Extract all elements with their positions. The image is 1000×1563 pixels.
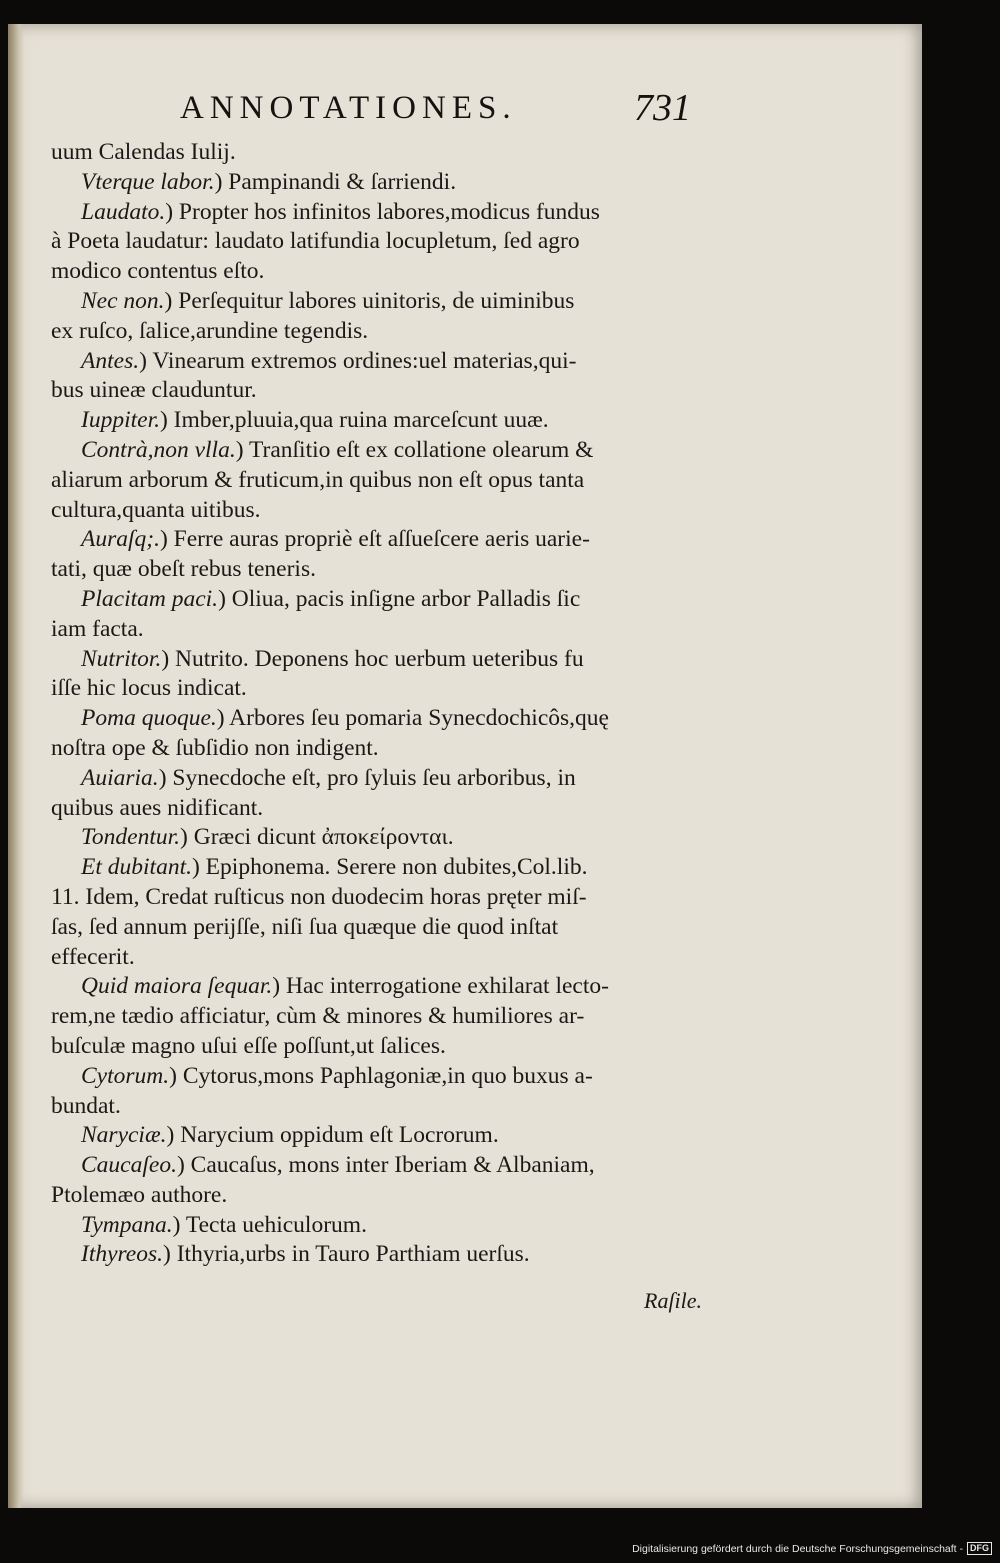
line-text: ) Pampinandi & ſarriendi. — [214, 168, 457, 195]
footer-credit-text: Digitalisierung gefördert durch die Deutsche Forschungsgemeinschaft - — [632, 1542, 963, 1555]
text-line — [51, 1181, 716, 1211]
lemma: Antes. — [81, 347, 140, 374]
text-line — [51, 943, 716, 973]
lemma: Contrà,non vlla. — [81, 436, 236, 463]
text-line — [51, 406, 716, 436]
line-text: ) Propter hos infinitos labores,modicus fundus — [165, 198, 600, 225]
page-gutter-shadow — [8, 24, 24, 1508]
lemma: Auiaria. — [81, 764, 159, 791]
line-text: ) Synecdoche eſt, pro ſyluis ſeu arboribus, in — [158, 764, 576, 791]
line-text: Ptolemæo authore. — [51, 1181, 228, 1208]
line-text: bus uineæ clauduntur. — [51, 377, 257, 404]
line-text: aliarum arborum & fruticum,in quibus non eſt opus tanta — [51, 466, 585, 493]
lemma: Cytorum. — [81, 1062, 170, 1089]
catchword: Raſile. — [644, 1288, 703, 1313]
lemma: Nutritor. — [81, 645, 162, 672]
line-text: 11. Idem, Credat ruſticus non duodecim horas pręter miſ- — [51, 883, 587, 910]
line-text: ) Ferre auras propriè eſt aſſueſcere aeris uarie- — [159, 526, 590, 553]
text-line — [51, 1002, 716, 1032]
line-text: ) Perſequitur labores uinitoris, de uiminibus — [164, 287, 575, 314]
line-text: uum Calendas Iulij. — [51, 139, 236, 165]
line-text: ) Nutrito. Deponens hoc uerbum ueteribus fu — [161, 645, 584, 672]
text-line — [51, 823, 716, 853]
line-text: buſculæ magno uſui eſſe poſſunt,ut ſalices. — [51, 1032, 446, 1059]
annotation-text-block — [51, 138, 716, 1270]
text-line — [51, 1240, 716, 1270]
lemma: Iuppiter. — [81, 407, 160, 434]
dfg-logo-icon: DFG — [967, 1542, 992, 1555]
line-text: ) Oliua, pacis inſigne arbor Palladis ſic — [218, 585, 581, 612]
digitization-footer — [632, 1542, 992, 1555]
lemma: Et dubitant. — [81, 854, 192, 881]
line-text: iam facta. — [51, 615, 144, 642]
text-line — [51, 1211, 716, 1241]
text-line — [51, 555, 716, 585]
line-text: noſtra ope & ſubſidio non indigent. — [51, 734, 379, 761]
line-text: ) Hac interrogatione exhilarat lecto- — [272, 973, 609, 1000]
lemma: Vterque labor. — [81, 168, 215, 195]
text-line — [51, 615, 716, 645]
line-text: ) Græci dicunt ἀποκείρονται. — [180, 824, 454, 851]
line-text: ) Epiphonema. Serere non dubites,Col.lib. — [191, 854, 588, 881]
line-text: tati, quæ obeſt rebus teneris. — [51, 556, 316, 583]
line-text: ) Caucaſus, mons inter Iberiam & Albaniam, — [176, 1152, 595, 1179]
text-line — [51, 1151, 716, 1181]
lemma: Ithyreos. — [81, 1241, 164, 1268]
lemma: Nec non. — [81, 287, 165, 314]
line-text: ) Vinearum extremos ordines:uel materias,qui- — [139, 347, 577, 374]
lemma: Tondentur. — [81, 824, 181, 851]
lemma: Laudato. — [81, 198, 166, 225]
text-line — [51, 376, 716, 406]
text-line — [51, 913, 716, 943]
lemma: Naryciæ. — [81, 1122, 167, 1149]
text-line — [51, 257, 716, 287]
text-line — [51, 317, 716, 347]
line-text: ) Ithyria,urbs in Tauro Parthiam uerſus. — [163, 1241, 530, 1268]
text-line — [51, 436, 716, 466]
text-line — [51, 585, 716, 615]
line-text: ) Imber,pluuia,qua ruina marceſcunt uuæ. — [159, 407, 549, 434]
lemma: Auraſq;. — [81, 526, 160, 553]
line-text: à Poeta laudatur: laudato latifundia locupletum, ſed agro — [51, 228, 580, 255]
text-line — [51, 764, 716, 794]
running-head-title: ANNOTATIONES. — [180, 90, 517, 126]
book-page — [8, 24, 922, 1508]
text-line — [51, 794, 716, 824]
text-line — [51, 972, 716, 1002]
text-line — [51, 674, 716, 704]
lemma: Tympana. — [81, 1211, 173, 1238]
lemma: Caucaſeo. — [81, 1152, 177, 1179]
line-text: ) Tecta uehiculorum. — [172, 1211, 367, 1238]
line-text: ex ruſco, ſalice,arundine tegendis. — [51, 317, 369, 344]
lemma: Quid maiora ſequar. — [81, 973, 273, 1000]
text-line — [51, 645, 716, 675]
text-line — [51, 138, 716, 168]
text-line — [51, 853, 716, 883]
line-text: bundat. — [51, 1092, 121, 1119]
lemma: Placitam paci. — [81, 585, 219, 612]
text-line — [51, 1092, 716, 1122]
page-number: 731 — [634, 87, 691, 129]
line-text: ſas, ſed annum periјſſe, niſi ſua quæque die quod inſtat — [51, 913, 559, 940]
text-line — [51, 734, 716, 764]
lemma: Poma quoque. — [81, 705, 217, 732]
text-line — [51, 168, 716, 198]
text-line — [51, 883, 716, 913]
line-text: modico contentus eſto. — [51, 258, 265, 285]
line-text: quibus aues nidificant. — [51, 794, 264, 821]
text-line — [51, 227, 716, 257]
text-line — [51, 704, 716, 734]
text-line — [51, 198, 716, 228]
line-text: rem,ne tædio afficiatur, cùm & minores & humiliores ar- — [51, 1003, 585, 1030]
text-line — [51, 1121, 716, 1151]
line-text: effecerit. — [51, 943, 135, 970]
line-text: ) Cytorus,mons Paphlagoniæ,in quo buxus a- — [169, 1062, 593, 1089]
line-text: ) Tranſitio eſt ex collatione olearum & — [235, 436, 594, 463]
line-text: iſſe hic locus indicat. — [51, 675, 247, 702]
line-text: ) Arbores ſeu pomaria Synecdochicôs,quę — [216, 705, 609, 732]
text-line — [51, 496, 716, 526]
text-line — [51, 1032, 716, 1062]
line-text: cultura,quanta uitibus. — [51, 496, 261, 523]
text-line — [51, 287, 716, 317]
text-line — [51, 1062, 716, 1092]
line-text: ) Narycium oppidum eſt Locrorum. — [166, 1122, 499, 1149]
text-line — [51, 347, 716, 377]
text-line — [51, 466, 716, 496]
text-line — [51, 525, 716, 555]
